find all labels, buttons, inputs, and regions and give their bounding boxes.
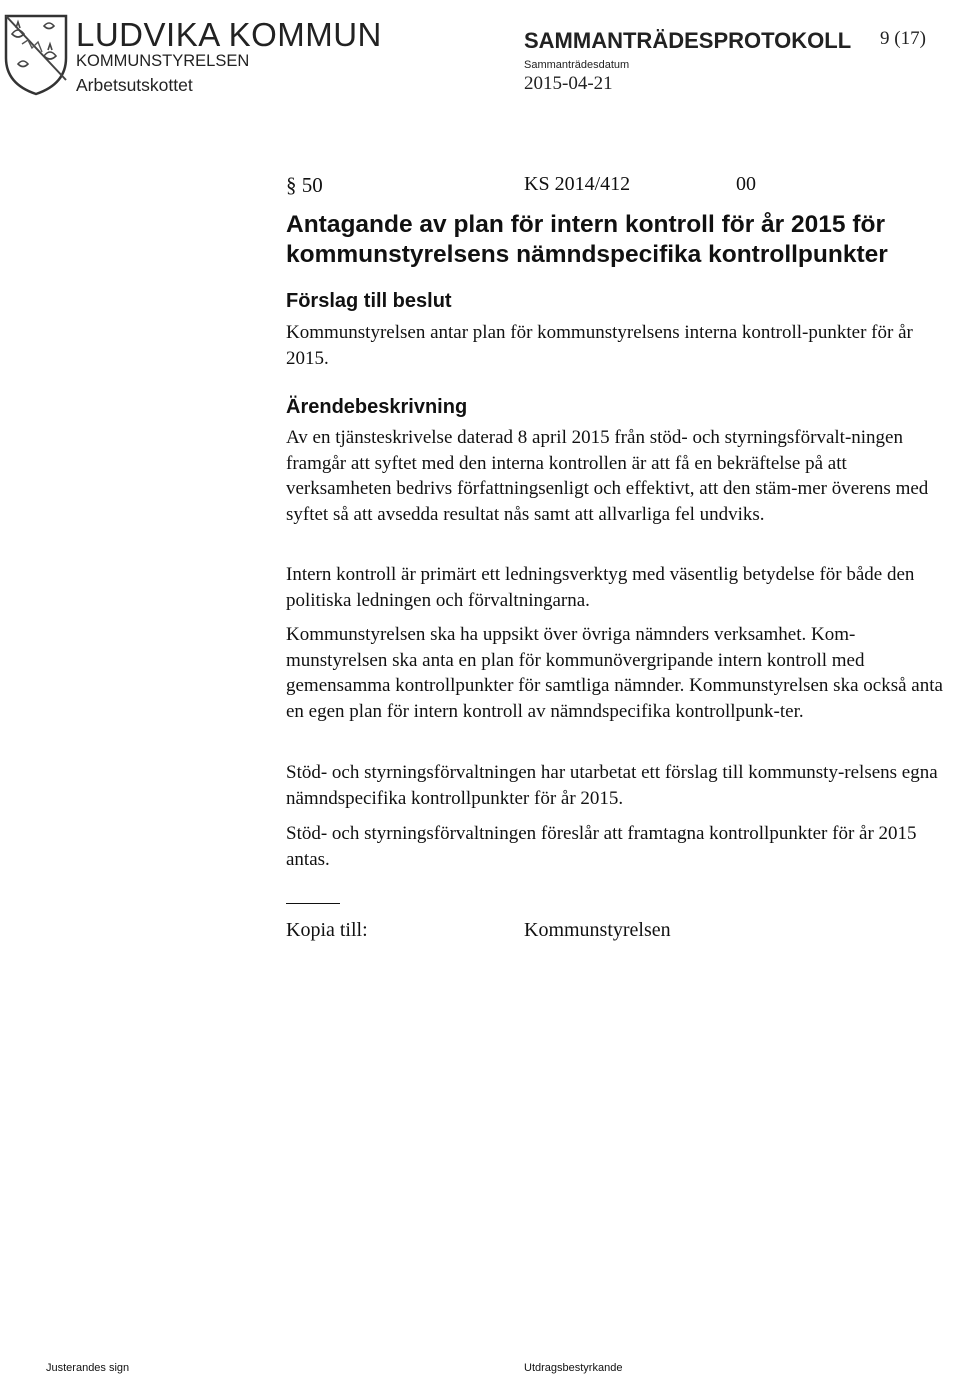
document-type: SAMMANTRÄDESPROTOKOLL	[524, 28, 852, 53]
page-number: 9 (17)	[880, 28, 926, 49]
item-title: Antagande av plan för intern kontroll för år 2015 för kommunstyrelsens nämndspecifika kontrollpunkter	[286, 211, 888, 268]
paragraph-number: § 50	[286, 173, 323, 197]
description-paragraph: Av en tjänsteskrivelse daterad 8 april 2015 från stöd- och styrningsförvalt-ningen framgår att syftet med den interna kontrollen är att få en bekräftelse på att verksamheten bedrivs författningsenligt och effektivt, att den stäm-mer överens med syftet så att avsedda resultat nås samt att allvarliga fel undviks.	[286, 427, 929, 525]
case-code: 00	[736, 173, 756, 195]
unit-name: KOMMUNSTYRELSEN	[76, 52, 250, 70]
description-paragraph: Kommunstyrelsen ska ha uppsikt över övriga nämnders verksamhet. Kom-munstyrelsen ska anta en plan för kommunövergripande intern kontroll med gemensamma kontrollpunkter för samtliga nämnder. Kommunstyrelsen ska också anta en egen plan för intern kontroll av nämndspecifika kontrollpunk-ter.	[286, 624, 943, 722]
description-heading: Ärendebeskrivning	[286, 396, 468, 418]
organization-name: LUDVIKA KOMMUN	[76, 16, 382, 53]
copy-to-label: Kopia till:	[286, 919, 368, 941]
copy-to-recipient: Kommunstyrelsen	[524, 919, 671, 941]
description-paragraph: Intern kontroll är primärt ett ledningsverktyg med väsentlig betydelse för både den politiska ledningen och förvaltningarna.	[286, 564, 915, 611]
committee-name: Arbetsutskottet	[76, 75, 193, 95]
footer-certification-label: Utdragsbestyrkande	[524, 1362, 623, 1374]
description-paragraph: Stöd- och styrningsförvaltningen har utarbetat ett förslag till kommunsty-relsens egna nämndspecifika kontrollpunkter för år 2015.	[286, 762, 938, 809]
separator-rule	[286, 903, 340, 904]
proposal-heading: Förslag till beslut	[286, 290, 452, 312]
case-number: KS 2014/412	[524, 173, 631, 195]
meeting-date: 2015-04-21	[524, 73, 613, 94]
municipal-coat-of-arms-logo	[4, 14, 68, 96]
description-paragraph: Stöd- och styrningsförvaltningen föreslår att framtagna kontrollpunkter för år 2015 antas.	[286, 823, 917, 870]
date-label: Sammanträdesdatum	[524, 59, 630, 71]
footer-signature-label: Justerandes sign	[46, 1362, 130, 1374]
proposal-text: Kommunstyrelsen antar plan för kommunstyrelsens interna kontroll-punkter för år 2015.	[286, 322, 913, 369]
